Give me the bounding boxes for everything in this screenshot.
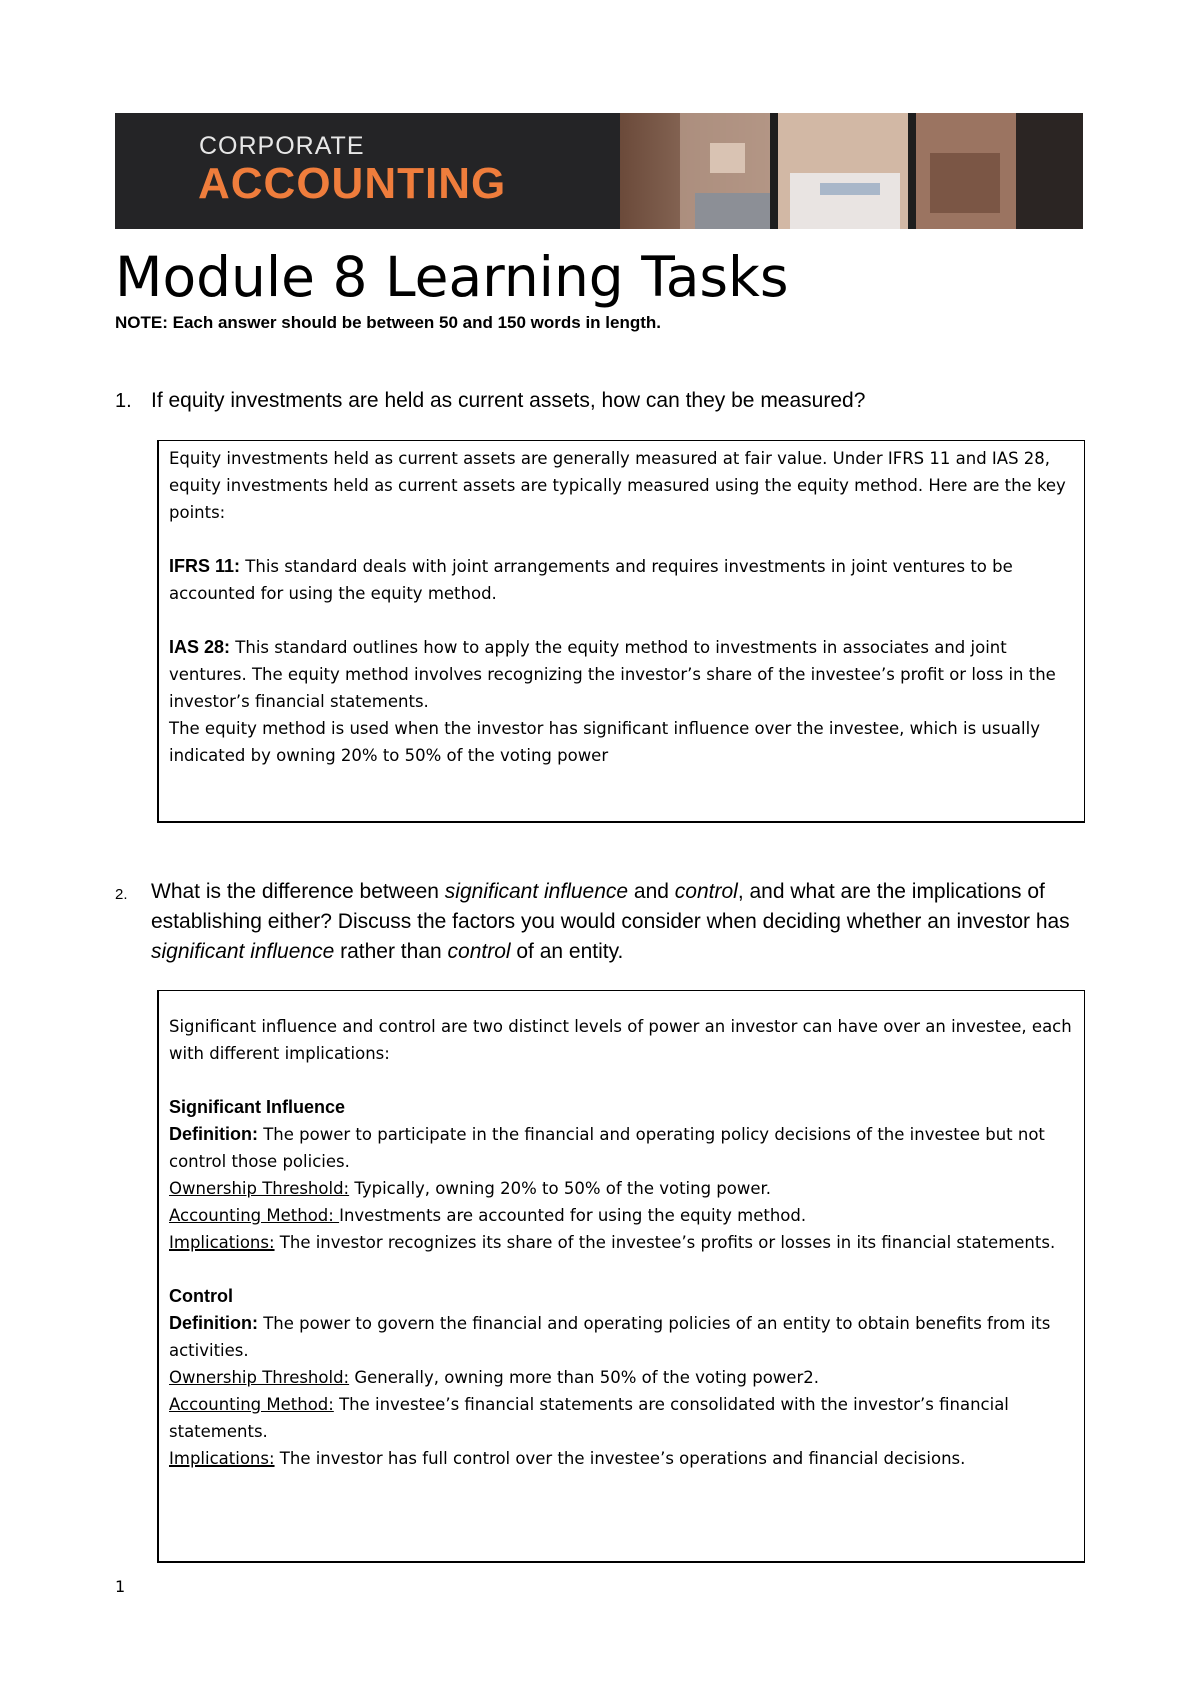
accounting-row [169,1202,1074,1229]
question-emphasis: significant influence [151,940,335,963]
word-count-note: NOTE: Each answer should be between 50 and 150 words in length. [115,313,662,332]
ownership-row [169,1364,1074,1391]
accounting-text: Investments are accounted for using the equity method. [339,1206,807,1225]
ifrs-text: This standard deals with joint arrangements and requires investments in joint ventures to be accounted for using the equity method. [169,557,1013,603]
section-heading-significant-influence: Significant Influence [169,1097,346,1117]
implications-row [169,1229,1074,1256]
definition-label: Definition: [169,1124,258,1144]
question-number: 1. [115,390,132,412]
ias-label: IAS 28: [169,637,231,657]
accounting-label: Accounting Method: [169,1395,334,1414]
question-emphasis: control [447,940,511,963]
answer-paragraph-ias [169,634,1074,715]
question-text [151,877,1100,967]
answer-closing: The equity method is used when the investor has significant influence over the investee, which is usually indicated by owning 20% to 50% of the voting power [169,719,1040,765]
answer-intro: Significant influence and control are two distinct levels of power an investor can have over an investee, each with different implications: [169,1017,1072,1063]
implications-label: Implications: [169,1449,275,1468]
answer-box-1[interactable] [157,440,1085,823]
question-emphasis: control [674,880,738,903]
ias-text: This standard outlines how to apply the equity method to investments in associates and joint ventures. The equity method involves recognizing the investor’s share of the investee’s profit or loss in the investor’s financial statements. [169,638,1056,711]
answer-box-2[interactable] [157,990,1085,1563]
ifrs-label: IFRS 11: [169,556,241,576]
page-title: Module 8 Learning Tasks [115,245,789,309]
accounting-label: Accounting Method: [169,1206,340,1225]
definition-row [169,1121,1074,1175]
accounting-text: The investee’s financial statements are consolidated with the investor’s financial statements. [169,1395,1009,1441]
definition-label: Definition: [169,1313,258,1333]
accounting-row [169,1391,1074,1445]
implications-text: The investor recognizes its share of the investee’s profits or losses in its financial statements. [274,1233,1056,1252]
answer-paragraph-ifrs [169,553,1074,607]
question-text-part: What is the difference between [151,880,445,903]
question-text-part: , and what are the implications of establishing either? Discuss the factors you would consider when deciding whether an investor has [151,880,1070,933]
ownership-label: Ownership Threshold: [169,1179,350,1198]
banner-line-corporate: CORPORATE [199,132,365,160]
question-emphasis: significant influence [444,880,629,903]
question-number: 2. [115,886,128,903]
ownership-row [169,1175,1074,1202]
page-number: 1 [115,1577,126,1596]
ownership-text: Typically, owning 20% to 50% of the voting power. [349,1179,772,1198]
question-text: If equity investments are held as current assets, how can they be measured? [151,389,866,412]
banner-line-accounting: ACCOUNTING [198,159,507,208]
banner-photo [620,113,1083,229]
ownership-label: Ownership Threshold: [169,1368,350,1387]
question-text-part: rather than [334,940,448,963]
definition-text: The power to govern the financial and operating policies of an entity to obtain benefits from its activities. [169,1314,1051,1360]
question-2 [115,877,1100,967]
definition-row [169,1310,1074,1364]
implications-row [169,1445,1074,1472]
ownership-text: Generally, owning more than 50% of the voting power2. [349,1368,819,1387]
header-banner [115,113,1083,229]
implications-text: The investor has full control over the investee’s operations and financial decisions. [274,1449,966,1468]
question-text-part: and [628,880,675,903]
definition-text: The power to participate in the financial and operating policy decisions of the investee but not control those policies. [169,1125,1045,1171]
question-text-part: of an entity. [510,940,624,963]
section-heading-control: Control [169,1286,233,1306]
answer-intro: Equity investments held as current assets are generally measured at fair value. Under IFRS 11 and IAS 28, equity investments held as current assets are typically measured using the equity method. Here are the key points: [169,449,1066,522]
question-1 [115,386,1015,416]
implications-label: Implications: [169,1233,275,1252]
